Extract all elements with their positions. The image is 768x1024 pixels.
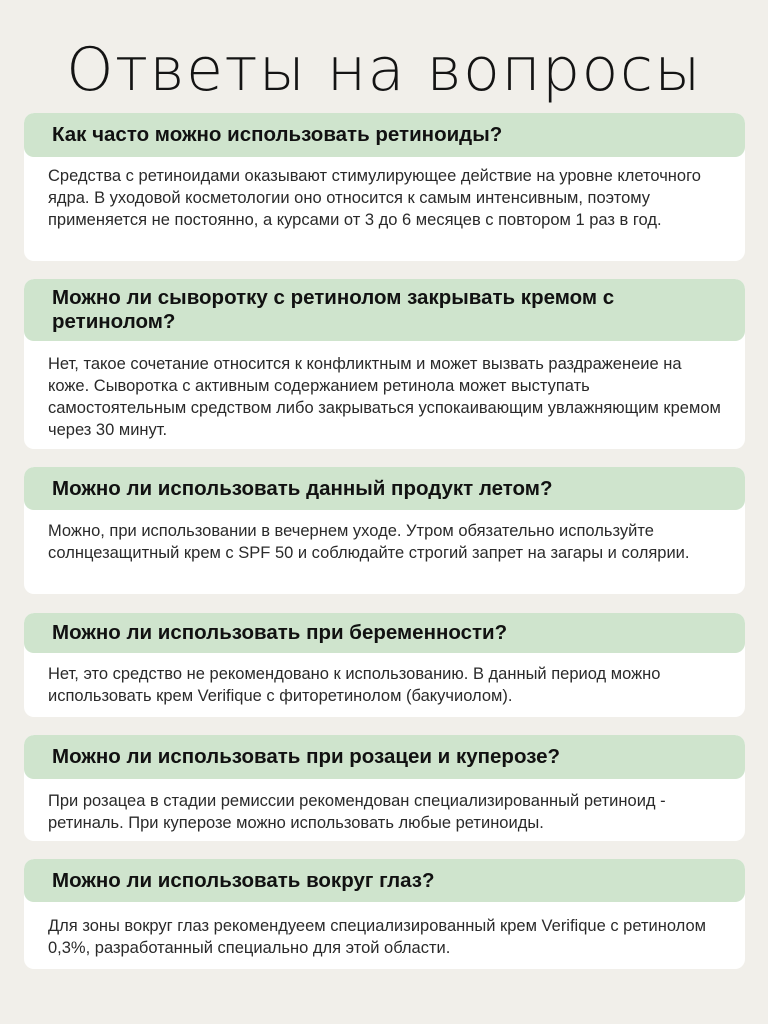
faq-question: Можно ли использовать при розацеи и куперозе? [24,735,745,779]
faq-answer: Для зоны вокруг глаз рекомендуеем специализированный крем Verifique с ретинолом 0,3%, разработанный специально для этой области. [48,917,707,957]
faq-answer: Нет, такое сочетание относится к конфликтным и может вызвать раздраженеие на коже. Сыворотка с активным содержанием ретинола может выступать самостоятельным средством либо закрываться успокаивающим увлажняющим кремом через 30 минут. [48,355,721,439]
faq-question: Можно ли сыворотку с ретинолом закрывать кремом с ретинолом? [24,279,745,341]
faq-answer: Средства с ретиноидами оказывают стимулирующее действие на уровне клеточного ядра. В уходовой косметологии оно относится к самым интенсивным, поэтому применяется не постоянно, а курсами от 3 до 6 месяцев с повтором 1 раз в год. [48,167,701,229]
faq-card-eyes [24,859,745,969]
page-title: Ответы на вопросы [66,35,702,105]
faq-question: Можно ли использовать данный продукт летом? [24,467,745,510]
faq-question: Можно ли использовать вокруг глаз? [24,859,745,902]
faq-card-rosacea [24,735,745,841]
faq-card-serum-cream [24,279,745,449]
faq-card-pregnancy [24,613,745,717]
faq-question: Как часто можно использовать ретиноиды? [24,113,745,157]
faq-question: Можно ли использовать при беременности? [24,613,745,653]
faq-answer: При розацеа в стадии ремиссии рекомендован специализированный ретиноид - ретиналь. При куперозе можно использовать любые ретиноиды. [48,792,666,832]
faq-answer: Можно, при использовании в вечернем уходе. Утром обязательно используйте солнцезащитный крем с SPF 50 и соблюдайте строгий запрет на загары и солярии. [48,522,690,562]
faq-card-summer [24,467,745,594]
faq-answer: Нет, это средство не рекомендовано к использованию. В данный период можно использовать крем Verifique с фиторетинолом (бакучиолом). [48,665,661,705]
faq-card-frequency [24,113,745,261]
